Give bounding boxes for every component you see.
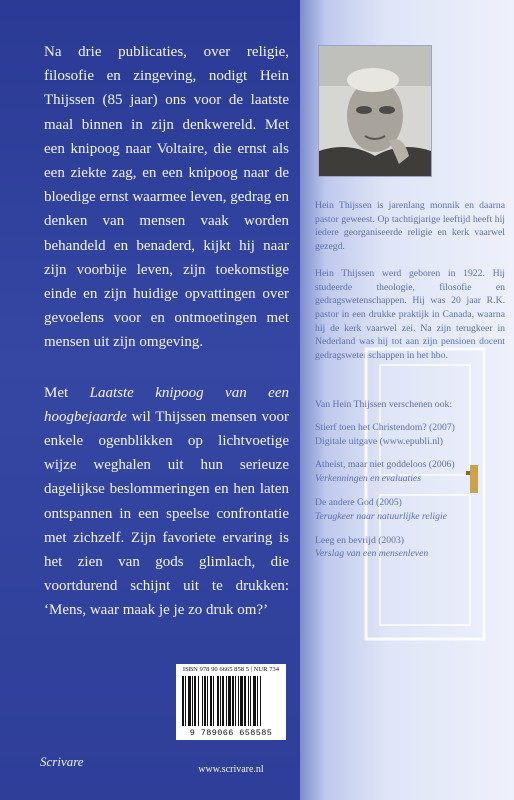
bio-paragraph-1: Hein Thijssen is jarenlang monnik en daarna pastor geweest. Op tachtigjarige leeftijd heeft hij iedere georganiseerde religie en kerk vaarwel gezegd. xyxy=(315,200,505,253)
publisher-logo: Scrivare xyxy=(40,754,84,769)
barcode-bar xyxy=(217,676,219,726)
barcode-bar xyxy=(204,676,206,726)
barcode-icon xyxy=(180,676,282,728)
book-title: Leeg en bevrijd (2003) xyxy=(315,534,405,546)
book-subtitle: Digitale uitgave (www.epubli.nl) xyxy=(315,435,443,447)
book-subtitle: Terugkeer naar natuurlijke religie xyxy=(315,510,447,522)
book-title: Atheist, maar niet goddeloos (2006) xyxy=(315,459,455,471)
publisher-url: www.scrivare.nl xyxy=(198,764,264,775)
barcode-bar xyxy=(213,676,214,726)
bio-paragraph-2: Hein Thijssen werd geboren in 1922. Hij studeerde theologie, filosofie en gedragswetenschappen. Hij was 20 jaar R.K. pastor in een drukke praktijk in Canada, waarna hij de kerk vaarwel zei. Na zijn terugkeer in Nederland was hij tot aan zijn pensioen docent gedragswetenschappen in het hbo. xyxy=(315,267,505,362)
book-title: Stierf toen het Christendom? (2007) xyxy=(315,421,455,433)
blurb-p2-start: Met xyxy=(44,384,90,401)
barcode-bar xyxy=(250,676,251,726)
barcode-bar xyxy=(244,676,246,726)
barcode-bar xyxy=(260,676,261,726)
other-books xyxy=(315,398,505,571)
blurb-p2-rest: wil Thijssen mensen voor enkele ogenblikken op lichtvoetige wijze weghalen uit hun serieuze dagelijkse beslommeringen en hen laten ontspannen in een speelse confrontatie met zichzelf. Zijn favoriete ervaring is het zien van gods glimlach, die voortdurend schijnt uit te drukken: ‘Mens, waar maak je je zo druk om?’ xyxy=(44,408,289,619)
book-item xyxy=(315,534,505,562)
barcode-bar xyxy=(257,676,258,726)
barcode-bar xyxy=(232,676,234,726)
barcode-bar xyxy=(238,676,239,726)
barcode-bar xyxy=(202,676,203,726)
barcode-bar xyxy=(188,676,191,726)
book-item xyxy=(315,458,505,486)
blurb xyxy=(44,40,289,649)
barcode-bar xyxy=(253,676,256,726)
barcode-bar xyxy=(248,676,249,726)
blurb-paragraph-1: Na drie publicaties, over religie, filosofie en zingeving, nodigt Hein Thijssen (85 jaar) ons voor de laatste maal binnen in zijn denkwereld. Met een knipoog naar Voltaire, die ernst als een ziekte zag, en een knipoog naar de bloedige ernst waarmee leven, gedrag en denken van mensen vaak worden behandeld en benaderd, kijkt hij naar zijn voorbije leven, zijn toekomstige einde en zijn huidige opvattingen over gevoelens voor en ontmoetingen met mensen uit zijn omgeving. xyxy=(44,44,289,351)
book-item xyxy=(315,496,505,524)
barcode-bar xyxy=(240,676,243,726)
book-subtitle: Verslag van een mensenleven xyxy=(315,548,429,560)
barcode-bar xyxy=(220,676,221,726)
author-photo xyxy=(318,45,432,177)
barcode-number: 9 789066 658585 xyxy=(189,728,273,738)
barcode-bar xyxy=(228,676,231,726)
isbn-label: ISBN 978 90 6665 858 5 | NUR 734 xyxy=(182,666,280,673)
barcode-bar xyxy=(207,676,208,726)
book-subtitle: Verkenningen en evaluaties xyxy=(315,473,421,485)
barcode-bar xyxy=(182,676,184,726)
barcode-bar xyxy=(192,676,193,726)
barcode-bar xyxy=(198,676,199,726)
barcode-bar xyxy=(222,676,224,726)
barcode-bar xyxy=(235,676,236,726)
author-bio xyxy=(315,199,505,363)
barcode-bar xyxy=(194,676,196,726)
book-title: Laatste knipoog van een hoogbejaarde xyxy=(44,384,289,425)
barcode-bar xyxy=(210,676,212,726)
books-header: Van Hein Thijssen verschenen ook: xyxy=(315,399,453,410)
book-item xyxy=(315,421,505,449)
barcode-bar xyxy=(226,676,227,726)
barcode-bar xyxy=(185,676,186,726)
book-title: De andere God (2005) xyxy=(315,496,402,508)
blurb-paragraph-2 xyxy=(44,381,289,623)
